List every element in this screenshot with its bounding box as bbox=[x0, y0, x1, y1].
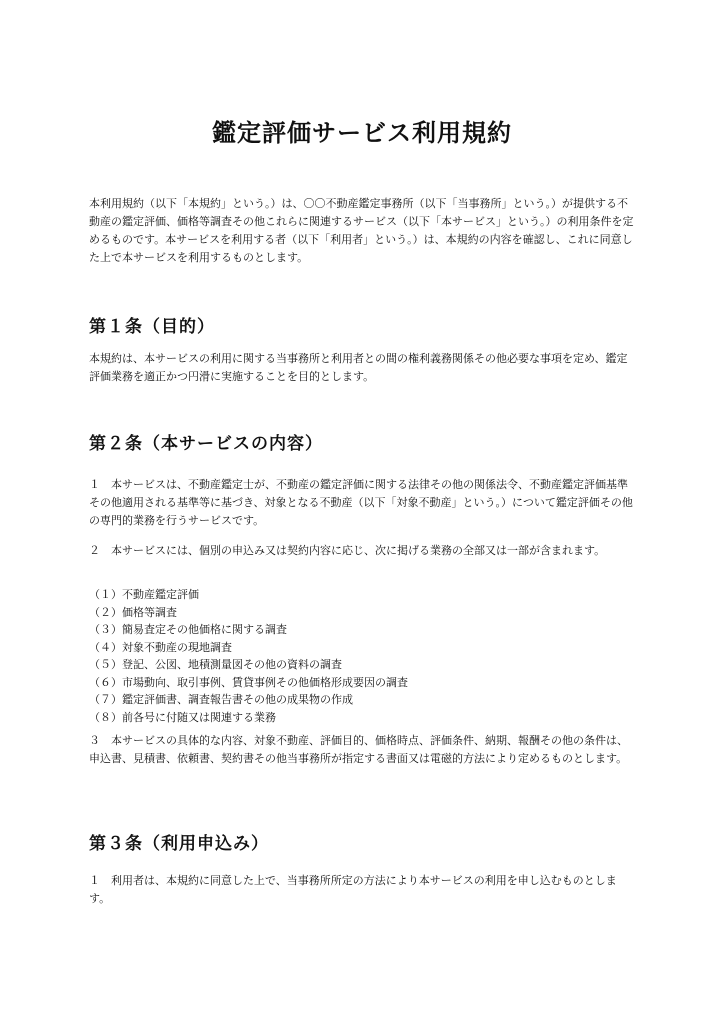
article-3-heading: 第３条（利用申込み） bbox=[89, 834, 269, 854]
article-1-heading: 第１条（目的） bbox=[89, 317, 215, 337]
list-item: （１）不動産鑑定評価 bbox=[89, 588, 199, 601]
list-item: （４）対象不動産の現地調査 bbox=[89, 640, 232, 654]
article-2-item-list bbox=[89, 586, 408, 726]
list-item: （２）価格等調査 bbox=[89, 605, 177, 619]
article-2-paragraph-1: １ 本サービスは、不動産鑑定士が、不動産の鑑定評価に関する法律その他の関係法令、不動産鑑定評価基準その他適用される基準等に基づき、対象となる不動産（以下「対象不動産」という。）について鑑定評価その他の専門的業務を行うサービスです。 bbox=[89, 478, 633, 527]
list-item: （５）登記、公図、地積測量図その他の資料の調査 bbox=[89, 658, 342, 671]
document-title: 鑑定評価サービス利用規約 bbox=[212, 119, 512, 147]
list-item: （７）鑑定評価書、調査報告書その他の成果物の作成 bbox=[89, 693, 353, 706]
list-item: （８）前各号に付随又は関連する業務 bbox=[89, 710, 276, 724]
intro-paragraph: 本利用規約（以下「本規約」という。）は、〇〇不動産鑑定事務所（以下「当事務所」という。）が提供する不動産の鑑定評価、価格等調査その他これらに関連するサービス（以下「本サービス」という。）の利用条件を定めるものです。本サービスを利用する者（以下「利用者」という。）は、本規約の内容を確認し、これに同意した上で本サービスを利用するものとします。 bbox=[89, 197, 634, 264]
article-1-body: 本規約は、本サービスの利用に関する当事務所と利用者との間の権利義務関係その他必要な事項を定め、鑑定評価業務を適正かつ円滑に実施することを目的とします。 bbox=[89, 352, 628, 383]
list-item: （３）簡易査定その他価格に関する調査 bbox=[89, 623, 287, 636]
article-2-paragraph-2: ２ 本サービスには、個別の申込み又は契約内容に応じ、次に掲げる業務の全部又は一部が含まれます。 bbox=[89, 544, 606, 557]
article-2-heading: 第２条（本サービスの内容） bbox=[89, 434, 323, 454]
article-3-paragraph-1: １ 利用者は、本規約に同意した上で、当事務所所定の方法により本サービスの利用を申し込むものとします。 bbox=[89, 874, 617, 905]
article-2-paragraph-3: ３ 本サービスの具体的な内容、対象不動産、評価目的、価格時点、評価条件、納期、報酬その他の条件は、申込書、見積書、依頼書、契約書その他当事務所が指定する書面又は電磁的方法により定めるものとします。 bbox=[89, 734, 628, 765]
list-item: （６）市場動向、取引事例、賃貸事例その他価格形成要因の調査 bbox=[89, 675, 408, 689]
